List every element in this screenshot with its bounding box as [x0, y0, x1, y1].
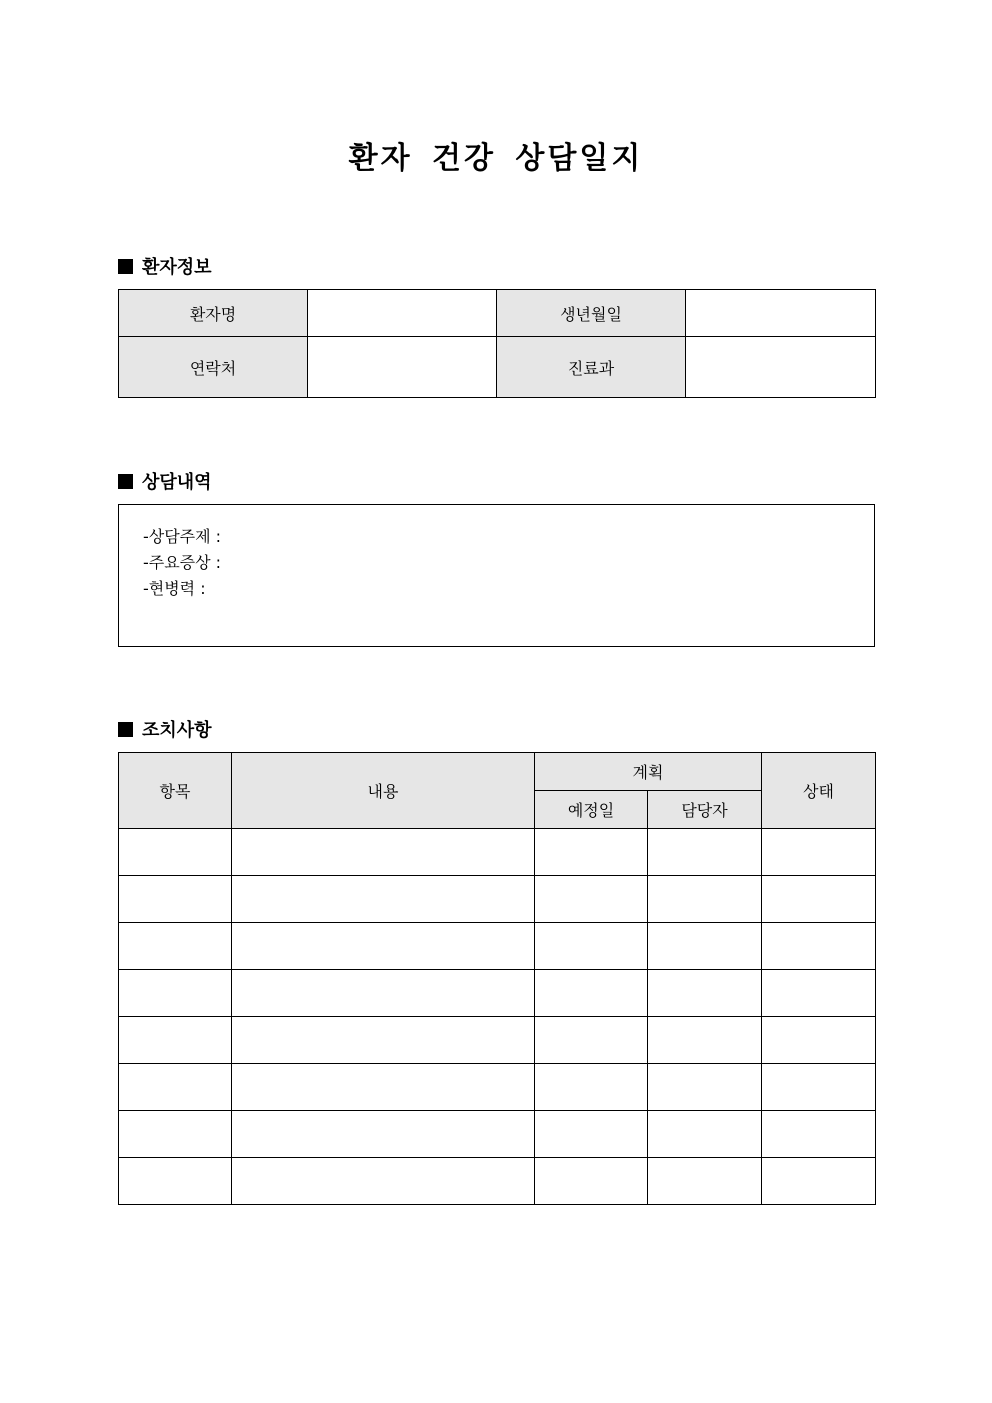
item-cell[interactable] — [119, 1017, 232, 1064]
content-cell[interactable] — [232, 970, 535, 1017]
name-label: 환자명 — [119, 290, 308, 337]
table-row — [119, 923, 876, 970]
content-cell[interactable] — [232, 1017, 535, 1064]
square-bullet-icon — [118, 722, 133, 737]
person-in-charge-cell[interactable] — [648, 1017, 762, 1064]
person-in-charge-cell[interactable] — [648, 970, 762, 1017]
status-cell[interactable] — [762, 1064, 876, 1111]
scheduled-date-cell[interactable] — [535, 829, 648, 876]
status-cell[interactable] — [762, 1158, 876, 1205]
section-heading-actions — [118, 716, 212, 742]
item-cell[interactable] — [119, 1158, 232, 1205]
content-cell[interactable] — [232, 829, 535, 876]
contact-label: 연락처 — [119, 337, 308, 398]
table-row — [119, 337, 876, 398]
table-row — [119, 1158, 876, 1205]
department-field[interactable] — [686, 337, 876, 398]
contact-field[interactable] — [308, 337, 497, 398]
table-row — [119, 829, 876, 876]
main-symptom-line: -주요증상 : — [143, 553, 222, 572]
content-cell[interactable] — [232, 1064, 535, 1111]
birth-field[interactable] — [686, 290, 876, 337]
scheduled-date-cell[interactable] — [535, 1017, 648, 1064]
person-in-charge-cell[interactable] — [648, 923, 762, 970]
scheduled-date-cell[interactable] — [535, 1111, 648, 1158]
header-person-in-charge: 담당자 — [648, 791, 762, 829]
scheduled-date-cell[interactable] — [535, 1158, 648, 1205]
consult-topic-line: -상담주제 : — [143, 527, 222, 546]
person-in-charge-cell[interactable] — [648, 1158, 762, 1205]
section-heading-consultation — [118, 468, 212, 494]
status-cell[interactable] — [762, 970, 876, 1017]
person-in-charge-cell[interactable] — [648, 876, 762, 923]
status-cell[interactable] — [762, 876, 876, 923]
name-field[interactable] — [308, 290, 497, 337]
table-row — [119, 1017, 876, 1064]
square-bullet-icon — [118, 259, 133, 274]
item-cell[interactable] — [119, 1064, 232, 1111]
patient-info-table — [118, 289, 876, 398]
header-scheduled-date: 예정일 — [535, 791, 648, 829]
scheduled-date-cell[interactable] — [535, 1064, 648, 1111]
content-cell[interactable] — [232, 876, 535, 923]
header-content: 내용 — [232, 753, 535, 829]
square-bullet-icon — [118, 474, 133, 489]
item-cell[interactable] — [119, 829, 232, 876]
table-row — [119, 1064, 876, 1111]
status-cell[interactable] — [762, 923, 876, 970]
scheduled-date-cell[interactable] — [535, 923, 648, 970]
header-item: 항목 — [119, 753, 232, 829]
table-row — [119, 876, 876, 923]
section-label: 상담내역 — [142, 472, 212, 493]
header-plan: 계획 — [535, 753, 762, 791]
section-label: 조치사항 — [142, 720, 212, 741]
table-row — [119, 290, 876, 337]
item-cell[interactable] — [119, 876, 232, 923]
section-label: 환자정보 — [142, 257, 212, 278]
header-status: 상태 — [762, 753, 876, 829]
item-cell[interactable] — [119, 1111, 232, 1158]
actions-table — [118, 752, 876, 1205]
content-cell[interactable] — [232, 1111, 535, 1158]
scheduled-date-cell[interactable] — [535, 876, 648, 923]
content-cell[interactable] — [232, 1158, 535, 1205]
table-row — [119, 970, 876, 1017]
scheduled-date-cell[interactable] — [535, 970, 648, 1017]
section-heading-patient-info — [118, 253, 212, 279]
table-header-row — [119, 753, 876, 791]
birth-label: 생년월일 — [497, 290, 686, 337]
person-in-charge-cell[interactable] — [648, 1111, 762, 1158]
consultation-lines — [143, 524, 221, 602]
status-cell[interactable] — [762, 1111, 876, 1158]
content-cell[interactable] — [232, 923, 535, 970]
item-cell[interactable] — [119, 923, 232, 970]
person-in-charge-cell[interactable] — [648, 1064, 762, 1111]
status-cell[interactable] — [762, 1017, 876, 1064]
department-label: 진료과 — [497, 337, 686, 398]
status-cell[interactable] — [762, 829, 876, 876]
present-illness-line: -현병력 : — [143, 579, 206, 598]
item-cell[interactable] — [119, 970, 232, 1017]
table-row — [119, 1111, 876, 1158]
page-title: 환자 건강 상담일지 — [348, 141, 644, 176]
person-in-charge-cell[interactable] — [648, 829, 762, 876]
consultation-box[interactable] — [118, 504, 875, 647]
